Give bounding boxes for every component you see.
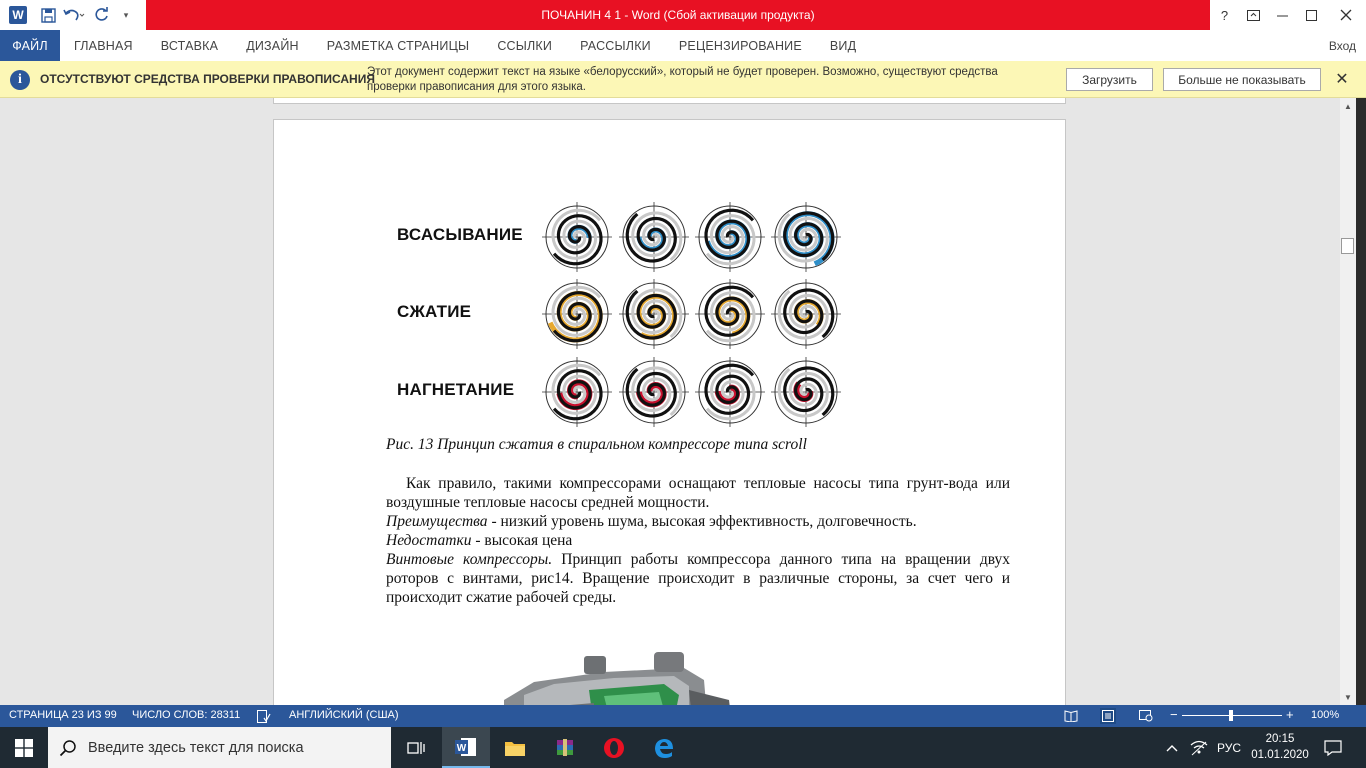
task-view-icon[interactable] [392, 727, 440, 768]
network-icon[interactable] [1190, 727, 1208, 768]
taskbar-search-box[interactable] [48, 727, 391, 768]
winrar-icon[interactable] [541, 727, 589, 768]
web-layout-icon[interactable] [1138, 708, 1154, 724]
advantages-text: - низкий уровень шума, высокая эффективность, долговечность. [487, 513, 917, 530]
show-hidden-icons[interactable] [1165, 727, 1179, 768]
screw-compressor-image [494, 650, 754, 705]
spiral-discharge-2 [619, 357, 689, 427]
windows-taskbar [0, 727, 1366, 768]
scroll-down-icon[interactable]: ▼ [1344, 692, 1352, 702]
ribbon-tabs [0, 30, 1366, 61]
tab-references[interactable]: ССЫЛКИ [497, 38, 553, 53]
scroll-compressor-figure [394, 195, 844, 435]
system-clock[interactable] [1250, 731, 1310, 763]
print-layout-icon[interactable] [1100, 708, 1116, 724]
vertical-scrollbar[interactable] [1340, 98, 1356, 705]
minimize-icon[interactable] [1268, 0, 1297, 30]
help-icon[interactable]: ? [1220, 7, 1229, 23]
spiral-suction-2 [619, 202, 689, 272]
spiral-compression-4 [771, 279, 841, 349]
taskbar-word-icon[interactable] [442, 727, 490, 768]
tab-insert[interactable]: ВСТАВКА [160, 38, 219, 53]
save-icon[interactable] [36, 0, 60, 30]
zoom-out-button[interactable]: − [1170, 707, 1178, 722]
scroll-thumb[interactable] [1341, 238, 1354, 254]
windows-logo-icon [15, 739, 33, 757]
word-app-icon[interactable]: W [0, 0, 36, 30]
screw-label: Винтовые компрессоры. [386, 551, 553, 568]
spiral-suction-3 [695, 202, 765, 272]
spiral-compression-3 [695, 279, 765, 349]
paragraph-disadvantages [386, 531, 1010, 550]
row-label-discharge: НАГНЕТАНИЕ [397, 380, 515, 399]
document-area[interactable] [0, 98, 1340, 705]
quick-access-toolbar [0, 0, 146, 30]
notification-text: Этот документ содержит текст на языке «белорусский», который не будет проверен. Возможно, существуют средства проверки правописания для этого языка. [367, 66, 998, 93]
word-count[interactable]: ЧИСЛО СЛОВ: 28311 [132, 709, 241, 721]
download-button[interactable]: Загрузить [1066, 68, 1153, 91]
zoom-in-button[interactable]: + [1286, 707, 1294, 722]
close-icon[interactable] [1326, 0, 1366, 30]
advantages-label: Преимущества [386, 513, 488, 530]
opera-icon[interactable] [590, 727, 638, 768]
tab-design[interactable]: ДИЗАЙН [246, 38, 299, 53]
notification-close-icon[interactable]: ✕ [1335, 71, 1349, 88]
undo-icon[interactable] [60, 0, 88, 30]
desktop-edge [1356, 98, 1366, 705]
spelling-notification-bar [0, 61, 1366, 98]
maximize-icon[interactable] [1297, 0, 1326, 30]
search-input[interactable] [88, 740, 378, 756]
title-bar [0, 0, 1366, 30]
row-label-suction: ВСАСЫВАНИЕ [397, 225, 523, 244]
row-label-compression: СЖАТИЕ [397, 302, 472, 321]
scroll-up-icon[interactable]: ▲ [1344, 101, 1352, 111]
svg-text:W: W [456, 742, 467, 754]
tab-layout[interactable]: РАЗМЕТКА СТРАНИЦЫ [326, 38, 470, 53]
paragraph-screw-compressors [386, 550, 1010, 607]
clock-date: 01.01.2020 [1251, 749, 1309, 761]
status-bar [0, 705, 1366, 727]
spiral-discharge-3 [695, 357, 765, 427]
start-button[interactable] [0, 727, 48, 768]
info-icon: i [10, 70, 30, 90]
sign-in-link[interactable]: Вход [1328, 38, 1356, 53]
tab-review[interactable]: РЕЦЕНЗИРОВАНИЕ [678, 38, 802, 53]
search-icon [48, 739, 88, 757]
language-indicator[interactable]: АНГЛИЙСКИЙ (США) [289, 709, 399, 721]
screw-text: Принцип работы компрессора данного типа на вращении двух роторов с винтами, рис14. Вращение происходит в различные стороны, за счет чего и происходит сжатие рабочей среды. [386, 551, 1010, 606]
spiral-discharge-4 [771, 357, 841, 427]
clock-time: 20:15 [1265, 733, 1295, 745]
tab-mailings[interactable]: РАССЫЛКИ [580, 38, 651, 53]
zoom-level[interactable]: 100% [1311, 709, 1340, 721]
paragraph-advantages [386, 512, 1010, 531]
proofing-icon[interactable] [256, 708, 272, 724]
disadvantages-label: Недостатки [386, 532, 472, 549]
window-title: ПОЧАНИН 4 1 - Word (Сбой активации продукта) [146, 0, 1210, 30]
read-mode-icon[interactable] [1063, 708, 1079, 724]
tab-home[interactable]: ГЛАВНАЯ [74, 38, 133, 53]
page-counter[interactable]: СТРАНИЦА 23 ИЗ 99 [9, 709, 117, 721]
notification-title: ОТСУТСТВУЮТ СРЕДСТВА ПРОВЕРКИ ПРАВОПИСАНИЯ [40, 72, 375, 86]
paragraph-scroll-usage: Как правило, такими компрессорами оснащают тепловые насосы типа грунт-вода или воздушные тепловые насосы средней мощности. [386, 475, 1010, 511]
disadvantages-text: - высокая цена [471, 532, 573, 549]
zoom-slider-thumb[interactable] [1229, 710, 1233, 721]
document-page[interactable] [273, 119, 1066, 705]
input-language[interactable]: РУС [1217, 740, 1242, 755]
customize-qat-icon[interactable]: ▾ [123, 9, 129, 20]
file-explorer-icon[interactable] [491, 727, 539, 768]
body-text [386, 474, 1010, 607]
spiral-discharge-1 [542, 357, 612, 427]
spiral-compression-2 [619, 279, 689, 349]
redo-icon[interactable] [88, 0, 116, 30]
figure-caption: Рис. 13 Принцип сжатия в спиральном компрессоре типа scroll [386, 436, 807, 453]
edge-icon[interactable] [640, 727, 688, 768]
window-controls [1210, 0, 1366, 30]
tab-file[interactable]: ФАЙЛ [0, 30, 60, 61]
spiral-compression-1 [542, 279, 612, 349]
ribbon-display-icon[interactable] [1239, 0, 1268, 30]
notification-center-icon[interactable] [1324, 727, 1342, 768]
spiral-suction-4 [771, 202, 841, 272]
dont-show-again-button[interactable]: Больше не показывать [1163, 68, 1321, 91]
previous-page-edge [273, 98, 1066, 104]
tab-view[interactable]: ВИД [829, 38, 857, 53]
spiral-suction-1 [542, 202, 612, 272]
